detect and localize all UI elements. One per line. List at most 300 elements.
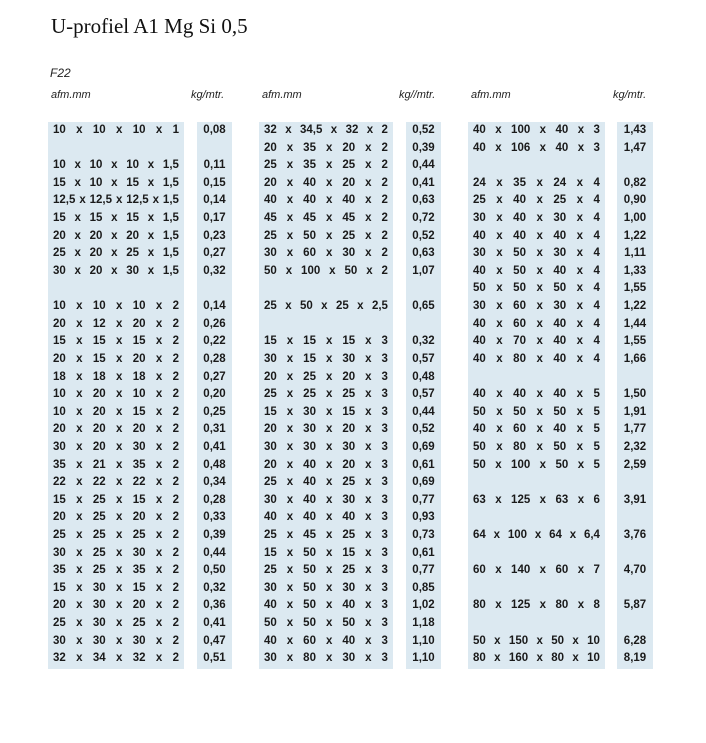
dimension-value: 50 xyxy=(473,405,486,418)
dimension-value: 34 xyxy=(92,652,106,665)
dimension-value: 2 xyxy=(172,405,179,418)
dimensions-column-1 xyxy=(48,122,184,669)
dimension-value: 25 xyxy=(92,546,106,559)
dimension-separator: x xyxy=(155,423,163,436)
dimension-value: 10 xyxy=(89,176,103,189)
dimension-value: 30 xyxy=(303,423,316,436)
dimension-separator: x xyxy=(155,335,163,348)
dimension-value: 100 xyxy=(511,458,531,471)
weight-cell: 0,57 xyxy=(412,388,435,401)
dimension-separator: x xyxy=(536,634,543,647)
dimension-value: 45 xyxy=(303,529,316,542)
dimension-separator: x xyxy=(286,176,294,189)
dimension-separator: x xyxy=(115,634,123,647)
dimension-separator: x xyxy=(576,247,584,260)
dimension-value: 2 xyxy=(172,335,179,348)
dimension-value: 3 xyxy=(381,423,388,436)
dimension-value: 3 xyxy=(381,440,388,453)
weight-cell: 0,52 xyxy=(412,124,435,136)
dimension-separator: x xyxy=(115,546,123,559)
dimension-separator: x xyxy=(539,493,547,506)
weight-cell: 1,55 xyxy=(623,335,647,348)
dimension-cell xyxy=(259,351,393,369)
dimension-value: 2 xyxy=(172,511,179,524)
dimension-value: 2 xyxy=(172,388,179,401)
dimension-separator: x xyxy=(539,564,547,577)
dimension-value: 50 xyxy=(513,264,526,277)
dimension-cell xyxy=(259,157,393,175)
dimension-value: 15 xyxy=(264,335,277,348)
dimension-separator: x xyxy=(115,529,123,542)
dimension-cell xyxy=(468,633,605,651)
dimension-value: 40 xyxy=(473,317,486,330)
dimension-value: 25 xyxy=(264,229,277,242)
dimension-separator: x xyxy=(286,440,294,453)
dimension-value: 30 xyxy=(342,352,356,365)
dimension-value: 18 xyxy=(53,370,66,383)
dimension-separator: x xyxy=(576,300,584,313)
dimension-value: 20 xyxy=(132,352,146,365)
dimension-separator: x xyxy=(155,634,163,647)
dimension-separator: x xyxy=(572,652,579,665)
dimension-separator: x xyxy=(365,194,372,207)
weight-cell: 0,48 xyxy=(203,458,226,471)
dimension-value: 10 xyxy=(53,124,66,136)
dimension-separator: x xyxy=(286,617,294,630)
dimension-value: 30 xyxy=(342,652,356,665)
dimension-value: 20 xyxy=(89,264,103,277)
dimension-value: 40 xyxy=(473,141,486,154)
dimension-separator: x xyxy=(325,194,333,207)
dimension-value: 40 xyxy=(264,194,277,207)
dimension-value: 50 xyxy=(303,229,316,242)
dimension-value: 15 xyxy=(132,493,146,506)
dimension-cell xyxy=(48,175,184,193)
dimension-separator: x xyxy=(365,511,372,524)
dimension-separator: x xyxy=(76,300,83,313)
dimension-separator: x xyxy=(325,599,333,612)
weight-cell xyxy=(617,474,653,492)
dimension-cell xyxy=(259,210,393,228)
dimension-cell xyxy=(259,439,393,457)
weight-cell: 0,77 xyxy=(412,493,435,506)
dimension-cell xyxy=(259,527,393,545)
weight-cell xyxy=(197,140,232,158)
dimension-value: 2 xyxy=(172,317,179,330)
dimension-separator: x xyxy=(576,335,584,348)
dimension-value: 35 xyxy=(132,458,146,471)
dimension-cell xyxy=(259,474,393,492)
dimension-cell xyxy=(48,633,184,651)
dimension-separator: x xyxy=(111,176,118,189)
dimension-value: 60 xyxy=(303,247,316,260)
dimension-cell xyxy=(468,122,605,140)
dimension-cell xyxy=(259,175,393,193)
dimension-separator: x xyxy=(496,229,503,242)
dimension-separator: x xyxy=(365,405,372,418)
weight-cell: 1,11 xyxy=(624,247,646,260)
dimension-separator: x xyxy=(76,335,83,348)
dimension-value: 40 xyxy=(553,229,567,242)
dimension-cell xyxy=(48,333,184,351)
dimension-value: 15 xyxy=(132,581,146,594)
dimension-separator: x xyxy=(495,564,502,577)
dimension-separator: x xyxy=(286,581,294,594)
dimension-separator: x xyxy=(285,300,292,313)
weight-cell: 0,39 xyxy=(203,529,226,542)
dimension-cell xyxy=(259,492,393,510)
dimension-separator: x xyxy=(286,212,294,225)
dimension-cell xyxy=(48,316,184,334)
dimension-value: 6,4 xyxy=(583,529,600,542)
dimension-value: 3 xyxy=(381,370,388,383)
dimension-value: 30 xyxy=(264,352,277,365)
dimension-value: 50 xyxy=(553,282,567,295)
dimension-separator: x xyxy=(536,300,543,313)
dimension-separator: x xyxy=(325,159,333,172)
dimension-separator: x xyxy=(496,405,503,418)
weight-cell: 0,25 xyxy=(203,405,226,418)
dimension-separator: x xyxy=(576,264,584,277)
dimension-value: 2 xyxy=(172,617,179,630)
dimension-value: 5 xyxy=(593,388,600,401)
dimension-separator: x xyxy=(115,511,123,524)
dimension-value: 30 xyxy=(303,440,316,453)
dimension-separator: x xyxy=(325,546,333,559)
dimension-value: 40 xyxy=(513,229,526,242)
dimension-value: 3 xyxy=(381,335,388,348)
dimension-value: 30 xyxy=(342,247,356,260)
dimension-separator: x xyxy=(365,529,372,542)
dimension-value: 15 xyxy=(303,352,316,365)
dimension-value: 30 xyxy=(53,634,66,647)
dimension-value: 20 xyxy=(342,423,356,436)
dimension-separator: x xyxy=(365,652,372,665)
dimension-separator: x xyxy=(115,458,123,471)
dimension-value: 25 xyxy=(264,159,277,172)
dimension-value: 1,5 xyxy=(162,247,179,260)
weight-cell: 0,20 xyxy=(203,388,226,401)
dimension-value: 25 xyxy=(92,564,106,577)
dimension-value: 30 xyxy=(473,212,486,225)
dimension-separator: x xyxy=(365,388,372,401)
dimension-value: 30 xyxy=(132,440,146,453)
dimension-value: 4 xyxy=(593,300,600,313)
dimension-separator: x xyxy=(576,212,584,225)
dimension-separator: x xyxy=(536,282,543,295)
dimension-separator: x xyxy=(576,388,584,401)
dimension-value: 45 xyxy=(342,212,356,225)
dimension-value: 2 xyxy=(381,159,388,172)
dimension-separator: x xyxy=(365,212,372,225)
dimension-cell xyxy=(48,492,184,510)
dimension-separator: x xyxy=(155,617,163,630)
dimension-value: 100 xyxy=(301,264,321,277)
dimension-separator: x xyxy=(539,141,547,154)
dimension-value: 30 xyxy=(53,440,66,453)
dimension-separator: x xyxy=(496,264,503,277)
header-dimensions-2: afm.mm xyxy=(262,89,302,101)
dimension-value: 20 xyxy=(264,458,277,471)
dimension-value: 8 xyxy=(593,599,600,612)
dimension-separator: x xyxy=(74,159,81,172)
dimension-value: 25 xyxy=(264,529,277,542)
dimension-value: 50 xyxy=(344,264,358,277)
dimension-value: 50 xyxy=(342,617,356,630)
dimension-value: 80 xyxy=(473,652,486,665)
dimension-value: 2 xyxy=(172,423,179,436)
dimension-separator: x xyxy=(325,440,333,453)
dimension-separator: x xyxy=(325,652,333,665)
dimension-value: 2 xyxy=(172,352,179,365)
dimension-value: 20 xyxy=(132,317,146,330)
dimension-value: 32 xyxy=(264,124,277,136)
dimension-value: 4 xyxy=(593,352,600,365)
dimension-separator: x xyxy=(325,388,333,401)
dimension-value: 20 xyxy=(89,247,103,260)
dimension-value: 10 xyxy=(53,405,66,418)
dimension-separator: x xyxy=(76,529,83,542)
dimension-value: 60 xyxy=(303,634,316,647)
dimension-value: 15 xyxy=(264,405,277,418)
dimension-cell xyxy=(259,263,393,281)
dimension-cell xyxy=(468,175,605,193)
dimension-value: 50 xyxy=(264,264,277,277)
dimension-cell xyxy=(468,333,605,351)
dimension-value: 20 xyxy=(89,229,103,242)
dimension-value: 34,5 xyxy=(299,124,323,136)
dimension-separator: x xyxy=(536,652,543,665)
dimension-separator: x xyxy=(576,352,584,365)
weight-cell: 1,50 xyxy=(623,388,647,401)
dimension-value: 25 xyxy=(303,388,316,401)
dimension-value: 35 xyxy=(53,458,66,471)
dimension-value: 5 xyxy=(593,440,600,453)
dimension-separator: x xyxy=(111,264,118,277)
dimension-separator: x xyxy=(286,458,294,471)
dimension-value: 30 xyxy=(53,264,66,277)
dimension-value: 140 xyxy=(511,564,531,577)
dimension-value: 40 xyxy=(303,493,316,506)
dimension-value: 40 xyxy=(513,194,526,207)
dimensions-column-2 xyxy=(259,122,393,669)
dimension-value: 3 xyxy=(381,617,388,630)
dimension-separator: x xyxy=(576,229,584,242)
dimension-separator: x xyxy=(536,352,543,365)
dimension-value: 80 xyxy=(473,599,486,612)
dimension-value: 15 xyxy=(132,405,146,418)
dimension-separator: x xyxy=(286,194,294,207)
dimension-value: 25 xyxy=(53,529,66,542)
dimension-separator: x xyxy=(366,124,374,136)
dimension-cell xyxy=(48,615,184,633)
weight-cell: 0,14 xyxy=(203,300,226,313)
dimension-value: 25 xyxy=(53,247,66,260)
dimension-separator: x xyxy=(576,176,584,189)
dimension-cell xyxy=(48,369,184,387)
dimension-separator: x xyxy=(286,370,294,383)
dimension-separator: x xyxy=(286,247,294,260)
dimension-value: 2 xyxy=(172,440,179,453)
dimension-cell xyxy=(468,597,605,615)
dimension-separator: x xyxy=(576,405,584,418)
dimension-separator: x xyxy=(365,634,372,647)
dimension-value: 25 xyxy=(473,194,486,207)
dimension-separator: x xyxy=(111,212,118,225)
dimension-separator: x xyxy=(577,124,585,136)
dimension-value: 25 xyxy=(264,476,277,489)
dimension-value: 10 xyxy=(92,124,106,136)
dimension-separator: x xyxy=(115,370,123,383)
weight-cell xyxy=(197,280,232,298)
dimension-separator: x xyxy=(325,634,333,647)
dimension-value: 7 xyxy=(593,564,600,577)
dimension-value: 15 xyxy=(126,176,140,189)
dimension-value: 20 xyxy=(342,176,356,189)
weight-cell: 0,93 xyxy=(412,511,435,524)
dimension-separator: x xyxy=(536,317,543,330)
dimension-value: 4 xyxy=(593,247,600,260)
dimension-separator: x xyxy=(286,476,294,489)
dimension-separator: x xyxy=(147,176,155,189)
dimension-separator: x xyxy=(325,405,333,418)
dimension-separator: x xyxy=(577,458,585,471)
dimension-value: 40 xyxy=(264,634,277,647)
weight-cell: 0,57 xyxy=(412,352,435,365)
dimension-separator: x xyxy=(286,335,294,348)
dimension-separator: x xyxy=(115,581,123,594)
dimension-separator: x xyxy=(569,529,577,542)
dimension-cell xyxy=(259,298,393,316)
weight-cell: 0,33 xyxy=(203,511,226,524)
dimension-separator: x xyxy=(155,476,163,489)
dimension-separator: x xyxy=(286,511,294,524)
weight-cell: 0,32 xyxy=(412,335,435,348)
dimension-value: 1 xyxy=(172,124,179,136)
dimension-value: 30 xyxy=(92,581,106,594)
dimension-value: 10 xyxy=(587,634,600,647)
dimension-cell xyxy=(259,421,393,439)
weight-cell: 1,22 xyxy=(623,229,647,242)
dimension-cell xyxy=(48,245,184,263)
dimension-cell xyxy=(468,280,605,298)
dimension-value: 50 xyxy=(303,564,316,577)
dimension-value: 25 xyxy=(335,300,349,313)
dimension-value: 2 xyxy=(172,370,179,383)
dimension-value: 32 xyxy=(132,652,146,665)
dimension-value: 12,5 xyxy=(53,194,76,207)
dimension-value: 24 xyxy=(473,176,486,189)
dimension-value: 25 xyxy=(342,229,356,242)
dimension-value: 40 xyxy=(303,511,316,524)
dimension-value: 25 xyxy=(342,564,356,577)
weight-cell xyxy=(617,545,653,563)
dimension-value: 40 xyxy=(264,511,277,524)
dimension-separator: x xyxy=(365,440,372,453)
dimension-separator: x xyxy=(325,212,333,225)
dimension-cell xyxy=(259,615,393,633)
dimension-separator: x xyxy=(330,124,338,136)
dimension-separator: x xyxy=(155,405,163,418)
dimension-separator: x xyxy=(365,229,372,242)
dimension-value: 50 xyxy=(303,599,316,612)
dimension-value: 50 xyxy=(303,581,316,594)
dimension-value: 40 xyxy=(303,458,316,471)
dimension-cell xyxy=(468,457,605,475)
dimension-value: 22 xyxy=(92,476,106,489)
dimension-separator: x xyxy=(74,264,81,277)
dimension-value: 3 xyxy=(381,388,388,401)
dimension-separator: x xyxy=(155,546,163,559)
dimension-separator: x xyxy=(325,352,333,365)
dimension-separator: x xyxy=(365,141,372,154)
dimension-separator: x xyxy=(577,564,585,577)
weight-cell: 0,52 xyxy=(412,229,435,242)
dimension-separator: x xyxy=(496,352,503,365)
dimension-value: 3 xyxy=(593,124,600,136)
weight-cell: 0,27 xyxy=(203,247,226,260)
dimension-separator: x xyxy=(365,581,372,594)
dimension-value: 3 xyxy=(381,634,388,647)
weight-cell: 2,32 xyxy=(623,440,647,453)
dimension-cell xyxy=(468,650,605,668)
dimension-separator: x xyxy=(76,124,83,136)
header-weight-3: kg/mtr. xyxy=(613,89,647,101)
dimension-value: 30 xyxy=(126,264,140,277)
dimension-value: 100 xyxy=(511,124,531,136)
weight-cell: 0,52 xyxy=(412,423,435,436)
dimension-value: 15 xyxy=(53,212,66,225)
dimension-value: 40 xyxy=(553,388,567,401)
dimension-cell xyxy=(468,439,605,457)
dimension-value: 20 xyxy=(264,423,277,436)
dimension-value: 40 xyxy=(342,634,356,647)
dimension-separator: x xyxy=(76,405,83,418)
dimension-separator: x xyxy=(76,458,83,471)
dimension-separator: x xyxy=(577,141,585,154)
dimension-cell xyxy=(468,615,605,633)
dimension-value: 106 xyxy=(511,141,531,154)
dimension-value: 25 xyxy=(264,300,277,313)
dimension-value: 125 xyxy=(511,493,531,506)
dimension-value: 15 xyxy=(53,493,66,506)
dimension-value: 20 xyxy=(264,176,277,189)
dimension-cell xyxy=(48,650,184,668)
dimension-value: 40 xyxy=(553,317,567,330)
dimension-value: 15 xyxy=(89,212,103,225)
weight-cell: 1,10 xyxy=(412,652,435,665)
dimension-value: 3 xyxy=(381,599,388,612)
dimension-separator: x xyxy=(115,352,123,365)
dimension-value: 30 xyxy=(264,652,277,665)
dimension-separator: x xyxy=(496,440,503,453)
dimension-value: 2,5 xyxy=(371,300,388,313)
dimension-separator: x xyxy=(76,493,83,506)
dimension-separator: x xyxy=(325,564,333,577)
dimension-value: 2 xyxy=(381,212,388,225)
dimension-separator: x xyxy=(495,124,502,136)
dimension-cell xyxy=(48,210,184,228)
dimension-cell xyxy=(468,421,605,439)
dimension-value: 15 xyxy=(342,335,356,348)
dimension-separator: x xyxy=(76,388,83,401)
dimension-value: 30 xyxy=(132,546,146,559)
weight-cell: 0,41 xyxy=(203,440,226,453)
dimension-cell xyxy=(468,580,605,598)
dimension-separator: x xyxy=(365,458,372,471)
dimension-separator: x xyxy=(576,317,584,330)
dimension-value: 10 xyxy=(132,300,146,313)
